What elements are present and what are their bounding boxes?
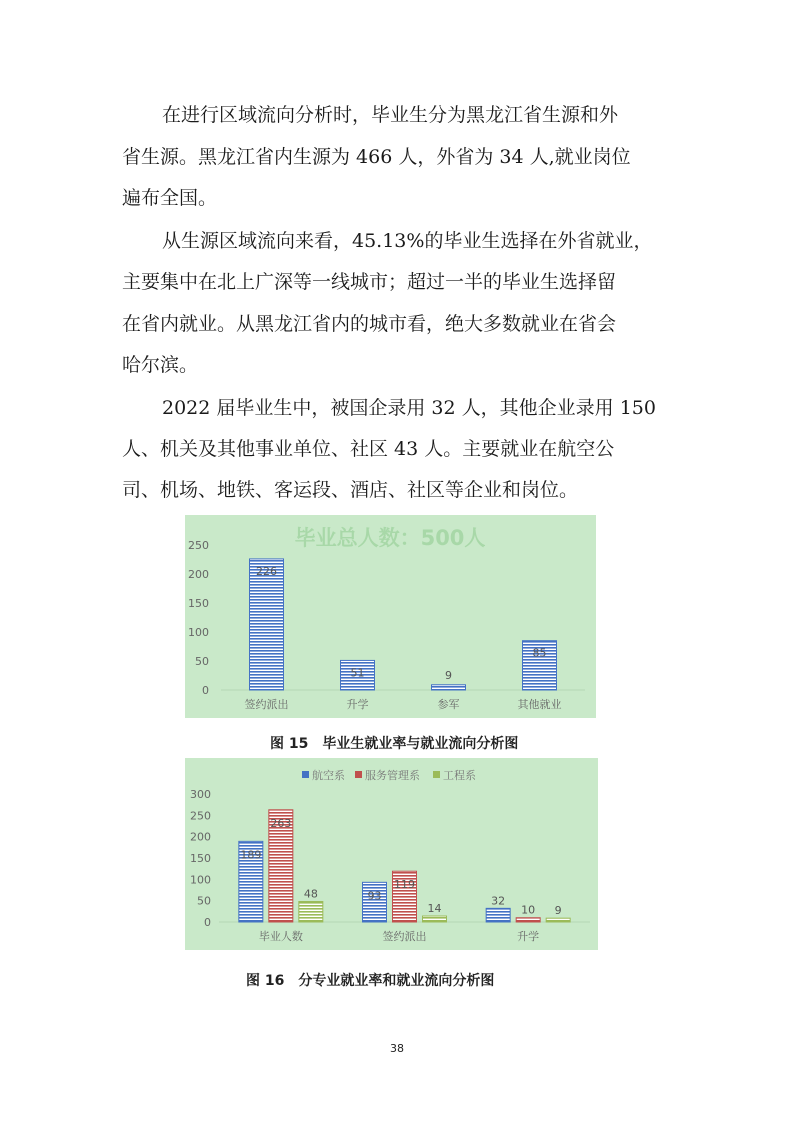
y-tick-label: 50 xyxy=(197,894,211,908)
chart-1-svg xyxy=(185,515,596,718)
x-tick-label: 毕业人数 xyxy=(258,930,303,943)
data-label: 189 xyxy=(240,848,262,862)
text-line: 从生源区域流向来看，45.13%的毕业生选择在外省就业， xyxy=(162,230,653,252)
chart-2 xyxy=(185,758,598,950)
data-label: 9 xyxy=(554,904,562,918)
legend-label: 工程系 xyxy=(443,769,476,782)
y-tick-label: 0 xyxy=(204,916,211,929)
text-line: 遍布全国。 xyxy=(122,187,218,209)
y-tick-label: 50 xyxy=(195,655,209,668)
legend-swatch xyxy=(355,771,362,778)
legend-swatch xyxy=(302,771,309,778)
legend-label: 服务管理系 xyxy=(365,769,420,782)
x-tick-label: 签约派出 xyxy=(244,698,289,711)
text-line: 省生源。黑龙江省内生源为 466 人，外省为 34 人,就业岗位 xyxy=(122,146,631,168)
bar xyxy=(432,685,466,690)
data-label: 32 xyxy=(491,894,506,908)
legend-swatch xyxy=(433,771,440,778)
x-tick-label: 升学 xyxy=(517,930,540,943)
bar xyxy=(486,908,510,922)
bar xyxy=(546,918,570,922)
text-line: 主要集中在北上广深等一线城市；超过一半的毕业生选择留 xyxy=(122,271,617,293)
y-tick-label: 150 xyxy=(190,852,211,865)
page-number: 38 xyxy=(390,1042,404,1055)
text-line: 司、机场、地铁、客运段、酒店、社区等企业和岗位。 xyxy=(122,479,579,501)
data-label: 85 xyxy=(532,646,547,660)
data-label: 10 xyxy=(521,903,536,917)
data-label: 93 xyxy=(367,889,382,903)
bar xyxy=(516,918,540,922)
data-label: 119 xyxy=(394,878,415,892)
figure-15-caption: 图 15 毕业生就业率与就业流向分析图 xyxy=(270,736,519,752)
figure-16-caption: 图 16 分专业就业率和就业流向分析图 xyxy=(246,973,495,989)
x-tick-label: 其他就业 xyxy=(517,698,562,711)
y-tick-label: 200 xyxy=(188,568,209,581)
text-line: 2022 届毕业生中，被国企录用 32 人，其他企业录用 150 xyxy=(162,397,656,419)
chart-2-svg xyxy=(185,758,598,950)
text-line: 人、机关及其他事业单位、社区 43 人。主要就业在航空公 xyxy=(122,438,615,460)
data-label: 48 xyxy=(303,887,318,901)
chart-1 xyxy=(185,515,596,718)
text-line: 哈尔滨。 xyxy=(122,354,199,376)
x-tick-label: 升学 xyxy=(346,698,369,711)
legend-label: 航空系 xyxy=(312,769,345,782)
y-tick-label: 150 xyxy=(188,597,209,610)
data-label: 9 xyxy=(445,668,452,682)
y-tick-label: 100 xyxy=(190,873,211,887)
data-label: 51 xyxy=(350,666,365,680)
bar xyxy=(299,902,323,922)
bar xyxy=(250,559,284,690)
y-tick-label: 100 xyxy=(188,626,209,639)
bar xyxy=(423,916,447,922)
y-tick-label: 0 xyxy=(202,684,209,697)
y-tick-label: 250 xyxy=(190,809,211,823)
x-tick-label: 签约派出 xyxy=(382,930,427,943)
y-tick-label: 300 xyxy=(190,788,211,801)
text-line: 在省内就业。从黑龙江省内的城市看，绝大多数就业在省会 xyxy=(122,313,617,335)
y-tick-label: 250 xyxy=(188,539,209,552)
data-label: 14 xyxy=(427,902,442,916)
x-tick-label: 参军 xyxy=(437,698,460,711)
data-label: 263 xyxy=(270,816,292,830)
data-label: 226 xyxy=(256,564,277,578)
y-tick-label: 200 xyxy=(190,830,211,844)
chart-title: 毕业总人数：500人 xyxy=(294,526,486,550)
text-line: 在进行区域流向分析时，毕业生分为黑龙江省生源和外 xyxy=(162,104,619,126)
